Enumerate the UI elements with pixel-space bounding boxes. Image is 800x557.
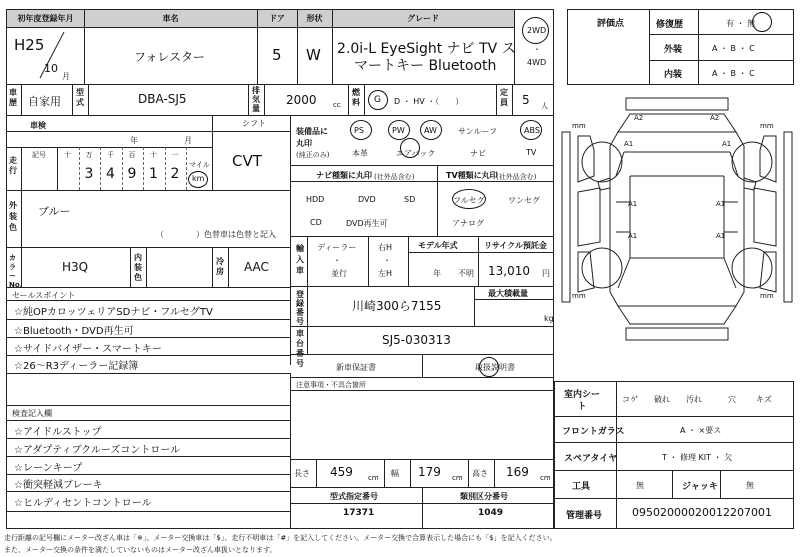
car-damage-diagram bbox=[560, 92, 794, 382]
exterior-note: （ ）色替車は色替と記入 bbox=[156, 230, 276, 239]
equip-item-0: PS bbox=[354, 126, 364, 135]
ac-label: 冷房 bbox=[216, 257, 224, 276]
tv-type-analog: アナログ bbox=[452, 219, 484, 228]
km-label: km bbox=[192, 174, 205, 183]
door-label: ドア bbox=[269, 14, 285, 23]
ac-value: AAC bbox=[244, 260, 269, 274]
digit-divider-5 bbox=[165, 147, 166, 190]
shaken-label: 車検 bbox=[30, 121, 46, 130]
interior-eval-label: 内装 bbox=[664, 70, 683, 80]
digit-header-1: 万 bbox=[85, 151, 93, 159]
length-unit: cm bbox=[368, 474, 379, 482]
equip-item-4: ABS bbox=[524, 126, 540, 135]
grade-header bbox=[332, 10, 514, 27]
grade-label: グレード bbox=[407, 14, 439, 23]
length-value: 459 bbox=[330, 465, 353, 479]
equip-item2-3: TV bbox=[526, 148, 537, 157]
digit-header-3: 百 bbox=[128, 151, 136, 159]
drive-2wd: 2WD bbox=[527, 26, 547, 35]
mgmt-label: 管理番号 bbox=[566, 511, 603, 521]
grade-line1: 2.0i-L EyeSight ナビ TV ス bbox=[337, 41, 516, 57]
capacity-label: 定員 bbox=[500, 88, 508, 107]
import-left-h: 左H bbox=[378, 269, 393, 278]
import-parallel: 並行 bbox=[331, 269, 347, 278]
digit-value-1: 3 bbox=[84, 166, 94, 182]
category-value: 1049 bbox=[478, 508, 504, 518]
model-year-label: モデル年式 bbox=[418, 241, 458, 250]
model-year-unknown: 不明 bbox=[458, 269, 474, 278]
shaken-month-unit: 月 bbox=[184, 136, 192, 145]
plate-label: 登録番号 bbox=[296, 290, 304, 326]
shape-value: W bbox=[306, 46, 321, 64]
import-dot: ・ bbox=[333, 256, 341, 265]
shape-label: 形状 bbox=[306, 14, 323, 23]
category-label: 類別区分番号 bbox=[460, 492, 508, 501]
exterior-eval-label: 外装 bbox=[664, 45, 683, 55]
usage-value: 自家用 bbox=[28, 95, 61, 108]
mgmt-value: 09502000020012207001 bbox=[632, 506, 772, 519]
kigo-label: 記号 bbox=[32, 151, 46, 159]
repair-label: 修復歴 bbox=[656, 20, 684, 30]
car-name-header bbox=[84, 10, 257, 27]
caution-label: 注意事項・不具合箇所 bbox=[296, 381, 366, 389]
shape-header bbox=[297, 10, 332, 27]
reg-year-label: 初年度登録年月 bbox=[17, 14, 74, 23]
mile-label: マイル bbox=[189, 161, 210, 169]
import-dot2: ・ bbox=[383, 256, 391, 265]
equip-item-2: AW bbox=[424, 126, 437, 135]
diagram-label-a2-front-right: A2 bbox=[710, 114, 720, 122]
model-year-unit: 年 bbox=[433, 269, 441, 278]
sales-point-1: ☆純OPカロッツェリアSDナビ・フルセグTV bbox=[14, 307, 213, 318]
diagram-label-a1-right-low: A1 bbox=[716, 232, 726, 240]
recycle-label: リサイクル預託金 bbox=[484, 241, 547, 250]
inspection-entry-4: ☆衝突軽減ブレーキ bbox=[14, 480, 103, 491]
exterior-label: 外装色 bbox=[9, 201, 17, 232]
warranty-label: 新車保証書 bbox=[336, 363, 376, 372]
repair-none-circle bbox=[752, 12, 772, 32]
capacity-value: 5 bbox=[522, 93, 530, 107]
doors-value: 5 bbox=[272, 46, 282, 64]
spare-label: スペアタイヤ bbox=[564, 454, 618, 464]
shift-label: シフト bbox=[242, 119, 266, 128]
digit-header-4: 十 bbox=[150, 151, 157, 159]
usage-label: 車歴 bbox=[9, 88, 17, 107]
seat-item-2: 汚れ bbox=[686, 395, 702, 404]
sales-point-4: ☆26～R3ディーラー記録簿 bbox=[14, 361, 139, 372]
digit-divider-end bbox=[186, 147, 187, 190]
sales-point-2: ☆Bluetooth・DVD再生可 bbox=[14, 326, 134, 337]
diagram-label-a1-left-low: A1 bbox=[628, 232, 638, 240]
door-header bbox=[257, 10, 297, 27]
diagram-label-a1-right-upper: A1 bbox=[722, 140, 732, 148]
equipment-label-2: 丸印 bbox=[296, 139, 312, 148]
model-designation-value: 17371 bbox=[343, 508, 375, 518]
interior-eval-options: A ・ B ・ C bbox=[712, 69, 755, 78]
width-value: 179 bbox=[418, 465, 441, 479]
seat-item-3: 穴 bbox=[728, 395, 736, 404]
import-right-h: 右H bbox=[378, 243, 393, 252]
max-load-label: 最大積載量 bbox=[488, 289, 528, 298]
tv-types-sub: (社外品含む) bbox=[496, 173, 537, 181]
digit-value-3: 9 bbox=[127, 166, 137, 182]
digit-value-2: 4 bbox=[106, 166, 115, 182]
navi-type-2: SD bbox=[404, 195, 416, 204]
score-label: 評価点 bbox=[597, 19, 625, 29]
windshield-value: A ・ ×要ス bbox=[680, 426, 722, 435]
tools-value: 無 bbox=[636, 481, 644, 490]
drive-sep: ・ bbox=[533, 45, 541, 54]
displacement-unit: cc bbox=[333, 101, 341, 109]
mileage-label: 走行 bbox=[9, 156, 17, 175]
jack-value: 無 bbox=[746, 481, 754, 490]
equip-item-1: PW bbox=[392, 126, 405, 135]
width-unit: cm bbox=[452, 474, 463, 482]
inspection-entry-5: ☆ヒルディセントコントロール bbox=[14, 498, 152, 509]
digit-divider-4 bbox=[143, 147, 144, 190]
year-value: H25 bbox=[14, 36, 45, 54]
width-label: 幅 bbox=[391, 469, 399, 478]
diagram-label-a2-front-left: A2 bbox=[634, 114, 644, 122]
max-load-unit: kg bbox=[544, 314, 554, 323]
drive-4wd: 4WD bbox=[527, 58, 547, 67]
inspection-entry-2: ☆アダプティブクルーズコントロール bbox=[14, 445, 181, 456]
shift-value: CVT bbox=[232, 152, 262, 170]
seat-label: 室内シート bbox=[564, 390, 601, 412]
recycle-unit: 円 bbox=[542, 269, 550, 278]
tools-label: 工具 bbox=[572, 482, 591, 492]
tv-type-fullseg: フルセグ bbox=[453, 196, 485, 205]
chassis-value: SJ5-030313 bbox=[382, 333, 451, 347]
height-label: 高さ bbox=[472, 469, 488, 478]
digit-divider-2 bbox=[100, 147, 101, 190]
equipment-label-1: 装備品に bbox=[296, 127, 328, 136]
exterior-eval-options: A ・ B ・ C bbox=[712, 44, 755, 53]
equipment-label-3: (純正のみ) bbox=[296, 151, 330, 159]
model-designation-label: 型式指定番号 bbox=[330, 492, 378, 501]
import-dealer: ディーラー bbox=[317, 243, 357, 252]
equip-item2-1: エアバック bbox=[396, 149, 436, 158]
equip-item-3: サンルーフ bbox=[458, 127, 497, 136]
tv-types-label: TV種類に丸印 bbox=[446, 171, 498, 180]
diagram-mm-left-bottom: mm bbox=[572, 292, 586, 300]
seat-item-4: キズ bbox=[756, 395, 772, 404]
seat-item-1: 破れ bbox=[654, 395, 670, 404]
equip-item2-2: ナビ bbox=[470, 149, 486, 158]
manual-label: 取扱説明書 bbox=[475, 363, 515, 372]
capacity-unit: 人 bbox=[541, 102, 548, 110]
digit-divider-1 bbox=[79, 147, 80, 190]
shaken-year-unit: 年 bbox=[130, 136, 138, 145]
color-no-value: H3Q bbox=[62, 260, 89, 274]
chassis-label: 車台番号 bbox=[296, 329, 304, 368]
length-label: 長さ bbox=[294, 469, 310, 478]
inspection-entry-3: ☆レーンキープ bbox=[14, 463, 83, 474]
model-label: 型式 bbox=[76, 88, 84, 107]
displacement-value: 2000 bbox=[286, 93, 317, 107]
digit-header-2: 千 bbox=[107, 151, 114, 159]
navi-type-1: DVD bbox=[358, 195, 376, 204]
month-unit: 月 bbox=[62, 72, 70, 81]
sales-point-3: ☆サイドバイザー・スマートキー bbox=[14, 344, 162, 355]
grade-line2: マートキー Bluetooth bbox=[354, 58, 497, 74]
diagram-label-a1-left-upper: A1 bbox=[624, 140, 634, 148]
tv-type-oneseg: ワンセグ bbox=[508, 196, 540, 205]
digit-value-5: 2 bbox=[170, 166, 180, 182]
footer-note-2: また、メーター交換の条件を満たしていないものはメーター改ざん車扱いとなります。 bbox=[4, 546, 277, 554]
navi-types-sub: (社外品含む) bbox=[374, 173, 415, 181]
navi-types-label: ナビ種類に丸印 bbox=[316, 171, 372, 180]
equip-item2-0: 本革 bbox=[352, 149, 368, 158]
digit-value-4: 1 bbox=[149, 166, 158, 182]
diagram-label-a1-left-mid: A1 bbox=[628, 200, 638, 208]
spare-value: T ・ 修理 KIT ・ 欠 bbox=[662, 453, 733, 462]
color-no-label: カラーNo. bbox=[9, 254, 23, 289]
exterior-value: ブルー bbox=[38, 205, 71, 218]
fuel-g: G bbox=[374, 95, 381, 105]
model-value: DBA-SJ5 bbox=[138, 92, 187, 106]
windshield-label: フロントガラス bbox=[562, 427, 625, 437]
diagram-label-a1-right-mid: A1 bbox=[716, 200, 726, 208]
car-name-value: フォレスター bbox=[134, 50, 206, 64]
airbag-circle bbox=[400, 138, 420, 158]
footer-note-1: 走行距離の記号欄にメーター改ざん車は「※」、メーター交換車は「$」、走行不明車は「#」を記入してください。メーター交換で合算表示した場合にも「$」を記入ください。 bbox=[4, 534, 557, 542]
seat-item-0: コゲ bbox=[622, 395, 638, 404]
month-value: 10 bbox=[44, 62, 58, 75]
interior-color-label: 内装色 bbox=[134, 253, 142, 282]
digit-header-0: 十 bbox=[64, 151, 71, 159]
height-value: 169 bbox=[506, 465, 529, 479]
inspection-entry-1: ☆アイドルストップ bbox=[14, 427, 102, 438]
height-unit: cm bbox=[540, 474, 551, 482]
digit-header-5: 一 bbox=[171, 151, 179, 159]
sales-points-label: セールスポイント bbox=[12, 291, 76, 300]
fuel-options: D ・ HV ・（ ） bbox=[394, 97, 464, 106]
reg-year-header bbox=[7, 10, 84, 27]
diagram-mm-right-top: mm bbox=[760, 122, 774, 130]
digit-divider-3 bbox=[122, 147, 123, 190]
diagram-mm-left-top: mm bbox=[572, 122, 586, 130]
jack-label: ジャッキ bbox=[682, 482, 718, 492]
repair-options: 有 ・ 無 bbox=[726, 19, 756, 28]
recycle-value: 13,010 bbox=[488, 264, 530, 278]
fuel-label: 燃料 bbox=[352, 88, 360, 107]
navi-type-3: CD bbox=[310, 218, 322, 227]
plate-value: 川崎300ら7155 bbox=[352, 299, 442, 313]
navi-type-4: DVD再生可 bbox=[346, 219, 388, 228]
car-name-label: 車名 bbox=[162, 14, 179, 23]
diagram-mm-right-bottom: mm bbox=[760, 292, 774, 300]
inspection-entries-label: 検査記入欄 bbox=[12, 409, 52, 418]
displacement-label: 排気量 bbox=[252, 86, 260, 113]
import-label: 輸入車 bbox=[296, 244, 304, 275]
navi-type-0: HDD bbox=[306, 195, 325, 204]
